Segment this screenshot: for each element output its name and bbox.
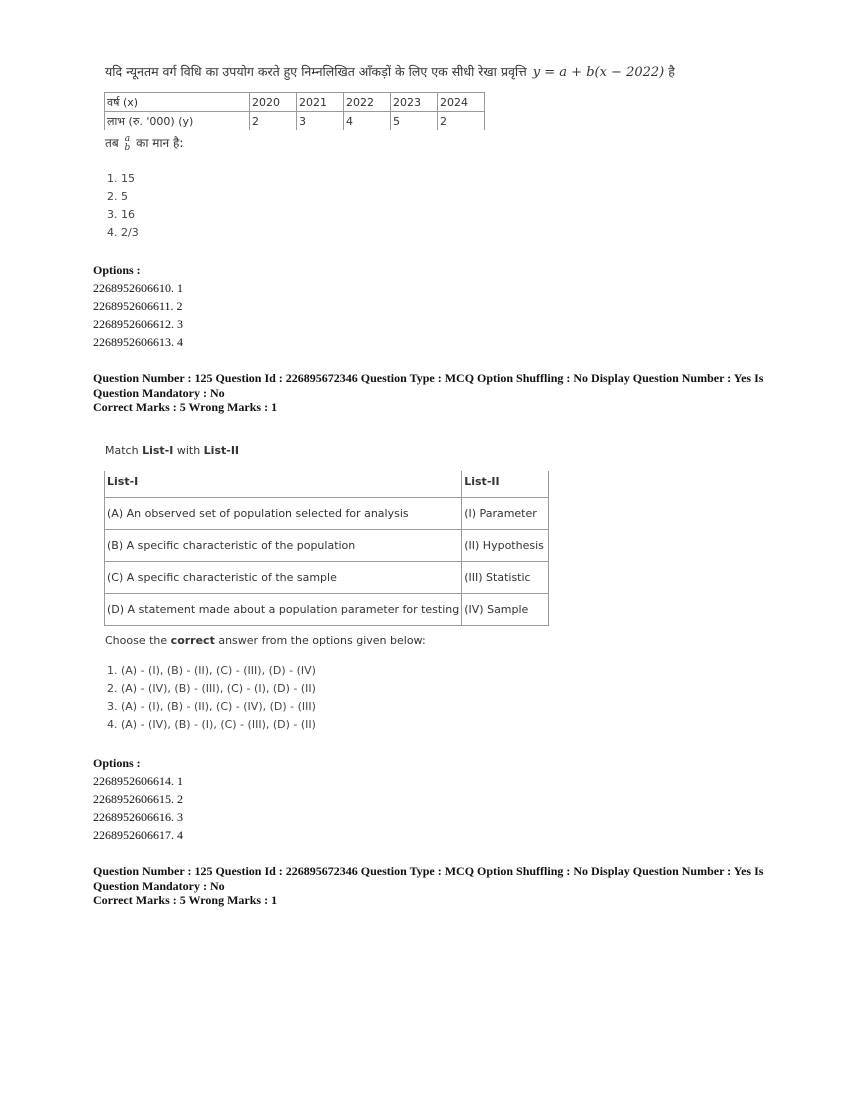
table-cell: 5 <box>391 112 438 131</box>
marks-info: Correct Marks : 5 Wrong Marks : 1 <box>93 400 278 414</box>
choose-bold: correct <box>170 634 215 647</box>
table-cell: 4 <box>344 112 391 131</box>
table-row <box>105 594 549 626</box>
question-1-choices <box>107 170 139 242</box>
table-cell: (III) Statistic <box>462 562 549 594</box>
option-id: 2268952606613. 4 <box>93 335 183 349</box>
trend-formula: y = a + b(x − 2022) <box>532 65 665 80</box>
list-item: 2. (A) - (IV), (B) - (III), (C) - (I), (D) - (II) <box>107 682 316 695</box>
then-prefix: तब <box>105 136 119 150</box>
options-block-2 <box>93 754 183 844</box>
list-1-header: List-I <box>105 471 462 498</box>
match-word: Match <box>105 444 139 457</box>
list-2-header: List-II <box>462 471 549 498</box>
list-item: 4. (A) - (IV), (B) - (I), (C) - (III), (D) - (II) <box>107 718 316 731</box>
table-cell: 2020 <box>250 93 297 112</box>
option-id: 2268952606614. 1 <box>93 774 183 788</box>
question-1-ask <box>105 134 183 153</box>
then-suffix: का मान है: <box>136 136 184 150</box>
choose-instruction <box>105 634 426 647</box>
table-cell: 2024 <box>438 93 485 112</box>
question-2-choices <box>107 662 316 734</box>
table-cell: 2023 <box>391 93 438 112</box>
question-info: Question Number : 125 Question Id : 226895672346 Question Type : MCQ Option Shuffling : No Display Question Number : Yes Is Question Mandatory : No <box>93 864 764 893</box>
with-word: with <box>176 444 201 457</box>
table-row <box>105 562 549 594</box>
options-block-1 <box>93 261 183 351</box>
table-cell: 2021 <box>297 93 344 112</box>
table-cell: 2 <box>438 112 485 131</box>
table-cell: वर्ष (x) <box>105 93 250 112</box>
match-table <box>104 471 549 626</box>
table-cell: 2 <box>250 112 297 131</box>
question-meta-1 <box>93 371 773 415</box>
list-item: 3. 16 <box>107 208 135 221</box>
options-label: Options : <box>93 263 141 277</box>
list-1-word: List-I <box>142 444 174 457</box>
list-item: 3. (A) - (I), (B) - (II), (C) - (IV), (D) - (III) <box>107 700 316 713</box>
question-1-statement: यदि न्यूनतम वर्ग विधि का उपयोग करते हुए निम्नलिखित आँकड़ों के लिए एक सीधी रेखा प्रवृत्ति <box>105 64 527 79</box>
table-cell: (II) Hypothesis <box>462 530 549 562</box>
table-row <box>105 112 485 131</box>
table-cell: लाभ (रु. '000) (y) <box>105 112 250 131</box>
option-id: 2268952606612. 3 <box>93 317 183 331</box>
table-header-row <box>105 471 549 498</box>
table-cell: (C) A specific characteristic of the sample <box>105 562 462 594</box>
question-meta-2 <box>93 864 773 908</box>
option-id: 2268952606616. 3 <box>93 810 183 824</box>
table-cell: (D) A statement made about a population parameter for testing <box>105 594 462 626</box>
marks-info: Correct Marks : 5 Wrong Marks : 1 <box>93 893 278 907</box>
table-row <box>105 498 549 530</box>
option-id: 2268952606611. 2 <box>93 299 183 313</box>
data-table <box>104 92 485 130</box>
fraction-denominator: b <box>124 142 131 153</box>
table-cell: (I) Parameter <box>462 498 549 530</box>
option-id: 2268952606615. 2 <box>93 792 183 806</box>
fraction-a-over-b <box>125 135 131 153</box>
option-id: 2268952606610. 1 <box>93 281 183 295</box>
table-cell: (IV) Sample <box>462 594 549 626</box>
choose-suffix: answer from the options given below: <box>218 634 426 647</box>
list-item: 1. 15 <box>107 172 135 185</box>
table-row <box>105 530 549 562</box>
choose-prefix: Choose the <box>105 634 168 647</box>
option-id: 2268952606617. 4 <box>93 828 183 842</box>
table-cell: 3 <box>297 112 344 131</box>
match-title <box>105 444 239 457</box>
table-cell: 2022 <box>344 93 391 112</box>
question-info: Question Number : 125 Question Id : 226895672346 Question Type : MCQ Option Shuffling : No Display Question Number : Yes Is Question Mandatory : No <box>93 371 764 400</box>
list-item: 2. 5 <box>107 190 128 203</box>
list-2-word: List-II <box>203 444 240 457</box>
table-cell: (A) An observed set of population selected for analysis <box>105 498 462 530</box>
list-item: 1. (A) - (I), (B) - (II), (C) - (III), (D) - (IV) <box>107 664 316 677</box>
question-1-text <box>105 62 805 83</box>
table-row <box>105 93 485 112</box>
list-item: 4. 2/3 <box>107 226 139 239</box>
fraction-numerator: a <box>124 133 131 144</box>
table-cell: (B) A specific characteristic of the population <box>105 530 462 562</box>
question-1-suffix: है <box>668 64 675 79</box>
options-label: Options : <box>93 756 141 770</box>
